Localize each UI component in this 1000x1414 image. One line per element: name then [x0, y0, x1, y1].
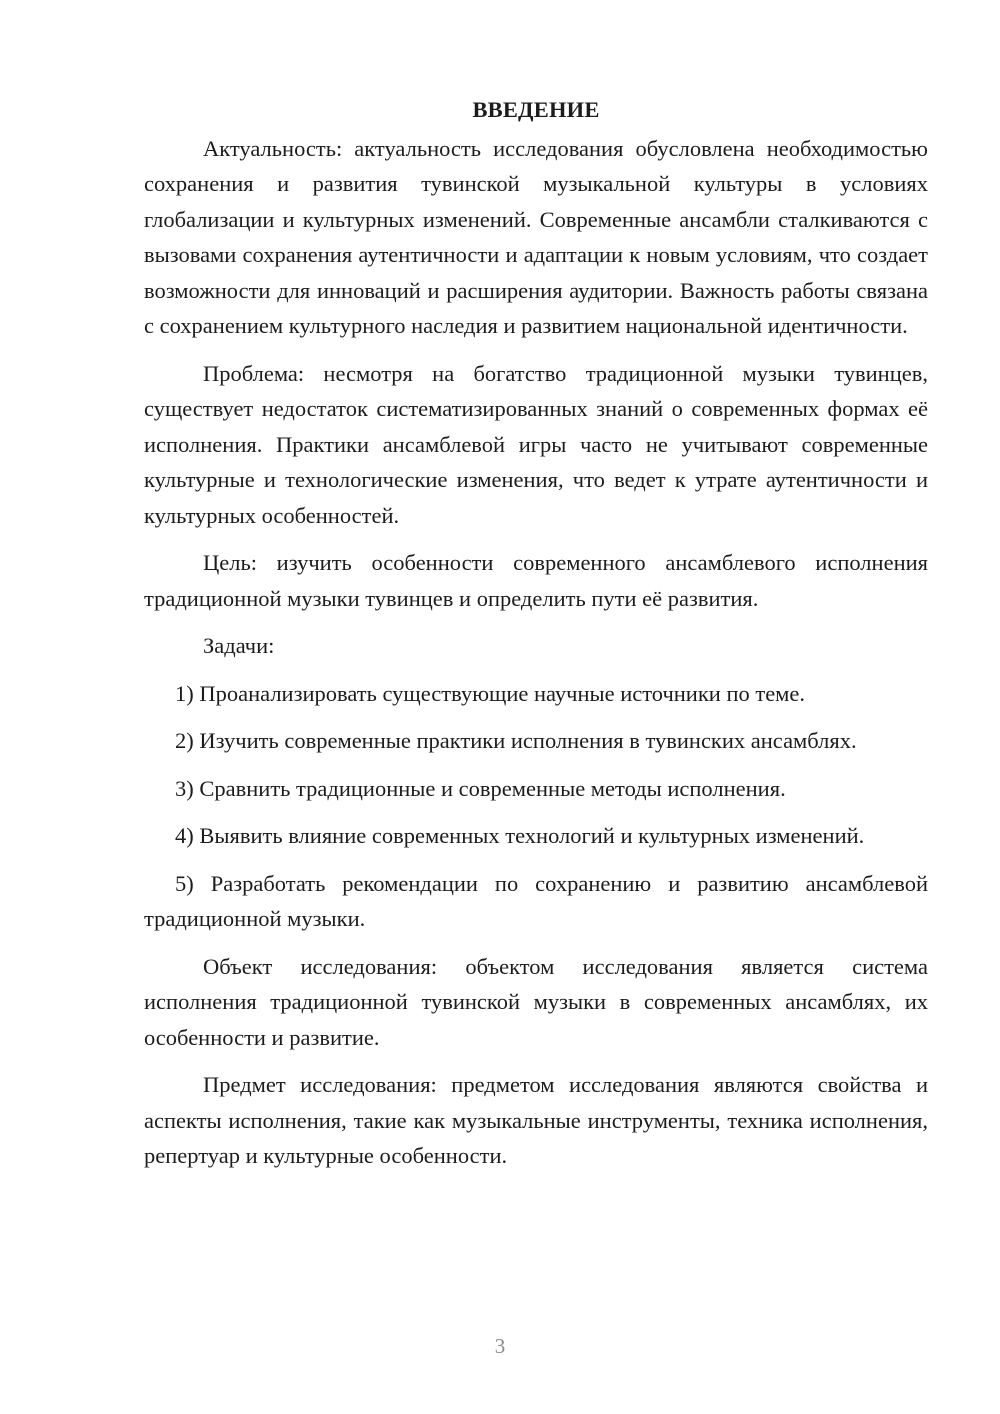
subject-paragraph: Предмет исследования: предметом исследования являются свойства и аспекты исполнения, такие как музыкальные инструменты, техника исполнения, репертуар и культурные особенности.	[144, 1072, 928, 1168]
object-paragraph: Объект исследования: объектом исследования является система исполнения традиционной тувинской музыки в современных ансамблях, их особенности и развитие.	[144, 953, 928, 1050]
task-item-2: 2) Изучить современные практики исполнения в тувинских ансамблях.	[175, 728, 857, 753]
task-item-5: 5) Разработать рекомендации по сохранению и развитию ансамблевой традиционной музыки.	[144, 870, 928, 931]
page-body	[144, 92, 928, 1174]
page-number: 3	[494, 1334, 506, 1358]
task-item-1: 1) Проанализировать существующие научные источники по теме.	[175, 680, 806, 706]
section-heading: ВВЕДЕНИЕ	[472, 97, 600, 122]
relevance-paragraph: Актуальность: актуальность исследования обусловлена необходимостью сохранения и развития тувинской музыкальной культуры в условиях глобализации и культурных изменений. Современные ансамбли сталкиваются с вызовами сохранения аутентичности и адаптации к новым условиям, что создает возможности для инноваций и расширения аудитории. Важность работы связана с сохранением культурного наследия и развитием национальной идентичности.	[144, 135, 928, 338]
task-item-3: 3) Сравнить традиционные и современные методы исполнения.	[175, 775, 786, 801]
tasks-heading: Задачи:	[203, 633, 275, 658]
task-item-4: 4) Выявить влияние современных технологий и культурных изменений.	[175, 823, 865, 848]
problem-paragraph: Проблема: несмотря на богатство традиционной музыки тувинцев, существует недостаток систематизированных знаний о современных формах её исполнения. Практики ансамблевой игры часто не учитывают современные культурные и технологические изменения, что ведет к утрате аутентичности и культурных особенностей.	[144, 360, 928, 528]
goal-paragraph: Цель: изучить особенности современного ансамблевого исполнения традиционной музыки тувинцев и определить пути её развития.	[144, 550, 928, 611]
